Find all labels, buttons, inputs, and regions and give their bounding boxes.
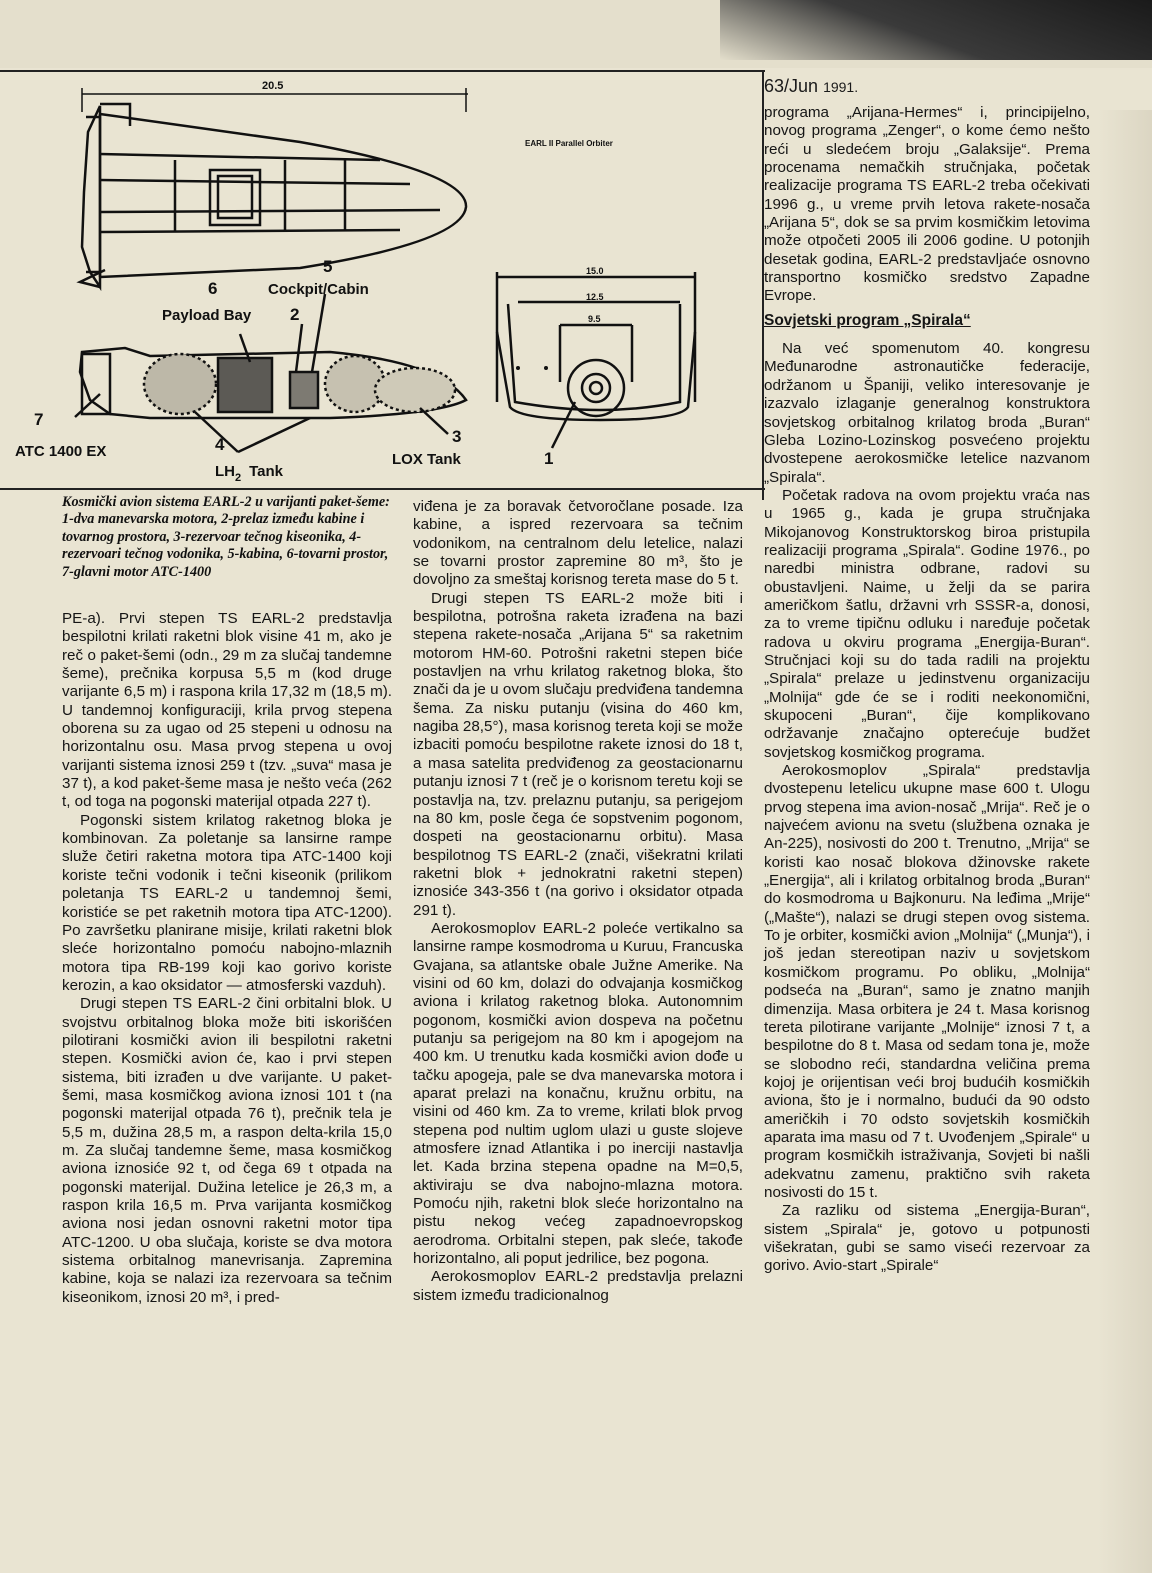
label-lox: LOX Tank [392,451,461,468]
label-cockpit: Cockpit/Cabin [268,281,369,298]
issue-header [764,76,858,97]
page-edge-shadow [1098,110,1152,1573]
orbiter-side-view [75,294,466,452]
orbiter-top-view [80,104,466,287]
label-lh2: $LH_2$ Tank [215,463,284,484]
text-column-2 [413,498,743,1305]
front-view-dot [544,366,548,370]
paragraph: Aerokosmoplov „Spirala“ predstavlja dvostepenu letelicu ukupne mase 600 t. Ulogu prvog stepena ima avion-nosač „Mrija“. Reč je o najvećem avionu na svetu (službena oznaka je An-225), nosivosti do 200 t. Trenutno, „Mrija“ se koristi kao nosač blokova džinovske rakete „Energija“, ali i krilatog orbitalnog broda „Buran“ do kosmodroma u Bajkonuru. Na leđima „Mrije“ („Mašte“), nalazi se drugi stepen ovog sistema. To je orbiter, kosmički avion „Molnija“ („Munja“), i još jedan stereotipan naziv u sovjetskom kosmičkom programu. Po obliku, „Molnija“ podseća na „Buran“, samo je znatno manjih dimenzija. Masa orbitera je 24 t. Masa korisnog tereta pilotirane varijante „Molnije“ iznosi 7 t, a bespilotne do 8 t. Masa od sedam tona je, može se slobodno reći, standardna veličina prema kojoj je orijentisan veći broj budućih kosmičkih aviona, što je i normalno, budući da 90 odsto američkih i 70 odsto sovjetskih kosmičkih aparata ima masu od 7 t. Uvođenjem „Spirale“ u program kosmičkih istraživanja, Sovjeti bi našli adekvatnu zamenu, praktično svih raketa nosivosti do 15 t. [764,762,1090,1201]
label-1: 1 [544,449,554,468]
label-3: 3 [452,427,462,446]
paragraph: PE-a). Prvi stepen TS EARL-2 predstavlja bespilotni krilati raketni blok visine 41 m, ako je reč o paket-šemi (odn., 29 m za slučaj tandemne šeme), prečnika korpusa 5,5 m (kod druge varijante 6,5 m) i raspona krila 17,32 m (18,5 m). U tandemnoj konfiguraciji, krila prvog stepena oborena su za ugao od 25 stepeni u odnosu na horizontalnu osu. Masa prvog stepena u ovoj varijanti sistema iznosi 259 t (tzv. „suva“ masa je 37 t), a kod paket-šeme masa je nešto veća (262 t, od toga na pogonski materijal otpada 227 t). [62,610,392,811]
label-4: 4 [215,435,225,454]
dimension-top [82,80,468,112]
text-column-1 [62,610,392,1307]
orbiter-diagram [0,72,762,488]
label-7: 7 [34,410,44,429]
paragraph: Aerokosmoplov EARL-2 poleće vertikalno sa lansirne rampe kosmodroma u Kuruu, Francuska Gvajana, sa atlantske obale Južne Amerike. Na visini od 60 km, dolazi do odvajanja kosmičkog aviona i krilatog raketnog bloka. Autonomnim pogonom, kosmički avion dospeva na početnu putanju sa perigejom na 80 km i apogejom na 400 km. U trenutku kada kosmički avion dođe u tačku apogeja, pale se dva manevarska motora i aparat prelazi na konačnu, kružnu orbitu, na visini od 460 km. Za to vreme, krilati blok prvog stepena pod nultim uglom ulazi u guste slojeve atmosfere iznad Atlantika i po inerciji nastavlja let. Kada brzina stepena opadne na M=0,5, aktiviraju se dva nabojno-mlazna motora. Pomoću njih, raketni blok sleće horizontalno na pistu nekog većeg zapadnoevropskog aerodroma. Orbitalni stepen, pak sleće, takođe horizontalno, ali poput jedrilice, bez pogona. [413,919,743,1268]
paragraph: Na već spomenutom 40. kongresu Međunarodne astronautičke federacije, održanom u Španiji, veliko interesovanje je izazvalo izlaganje generalnog konstruktora sovjetskog orbitalnog krilatog broda „Buran“ Gleba Lozino-Lozinskog posvećeno projektu dvostepene aerokosmičke letelice nazvanom „Spirala“. [764,340,1090,486]
paragraph: Pogonski sistem krilatog raketnog bloka je kombinovan. Za poletanje sa lansirne rampe služe četiri raketna motora tipa ATC-1400 koji koriste tečni vodonik i tečni kiseonik (prilikom poletanja TS EARL-2 u tandemnoj šemi, koristiće se pet raketnih motora tipa ATC-1200). Po završetku planirane misije, krilati raketni blok sleće horizontalno pomoću nabojno-mlaznih motora tipa RB-199 koji kao gorivo koriste kerozin, a kao oksidator — atmosferski vazduh). [62,811,392,994]
dim-top-label: 20.5 [262,80,284,92]
label-2: 2 [290,305,300,324]
front-view-dot [516,366,520,370]
paragraph: Drugi stepen TS EARL-2 može biti i bespilotna, potrošna raketa izrađena na bazi stepena rakete-nosača „Arijana 5“ sa raketnim motorom HM-60. Potrošni raketni stepen biće postavljen na vrhu krilatog raketnog bloka, što znači da je u ovom slučaju predviđena tandemna šema. Za nisku putanju (visina do 460 km, nagiba 28,5°), masa korisnog tereta koji se može izbaciti pomoću bespilotne rakete iznosi do 18 t, a masa satelita predviđenog za geostacionarnu putanju iznosi 7 t (reč je o korisnom teretu koji se postavlja na, tzv. prelaznu putanju, sa perigejom na 80 km, posle čega će sopstvenim pogonom, dospeti na geostacionarnu orbitu). Masa bespilotnog TS EARL-2 (znači, višekratni krilati raketni blok + jednokratni raketni stepen) iznosiće 343-356 t (na gorivo i oksidator otpada 291 t). [413,589,743,919]
scan-shadow [720,0,1152,60]
dim-12-label: 12.5 [586,292,604,302]
orbiter-caption-label: EARL II Parallel Orbiter [525,139,613,148]
label-payload: Payload Bay [162,307,252,324]
section-heading: Sovjetski program „Spirala“ [764,311,971,329]
label-6: 6 [208,279,218,298]
paragraph: Drugi stepen TS EARL-2 čini orbitalni blok. U svojstvu orbitalnog bloka može biti iskorišćen pilotirani kosmički avion ili bespilotni raketni stepen. Kosmički avion će, kao i prvi stepen sistema, biti izrađen u dve varijante. U paket-šemi, masa kosmičkog aviona iznosi 101 t (na pogonski materijal otpada 76 t), prečnik tela je 5,5 m, dužina 28,5 m, a raspon delta-krila 15,0 m. Za slučaj tandemne šeme, masa kosmičkog aviona iznosiće 92 t, od čega 69 t otpada na pogonski materijal. Dužina letelice je 26,3 m, a raspon krila 16,5 m. Prva varijanta kosmičkog aviona nosi jedan osnovni raketni motor tipa ATC-1200. U oba slučaja, koriste se dva motora sistema orbitalnog manevrisanja. Zapremina kabine, koja se nalazi iza rezervoara sa tečnim kiseonikom, iznosi 20 m³, i pred- [62,995,392,1306]
paragraph: viđena je za boravak četvoročlane posade. Iza kabine, a ispred rezervoara sa tečnim vodonikom, na centralnom delu letelice, nalazi se tovarni prostor zapremine 80 m³, što je dovoljno za smeštaj korisnog tereta mase do 5 t. [413,498,743,589]
paragraph: Za razliku od sistema „Energija-Buran“, sistem „Spirala“ je, gotovo u potpunosti višekratan, gubi se samo viseći rezervoar za gorivo. Avio-start „Spirale“ [764,1202,1090,1275]
paragraph: programa „Arijana-Hermes“ i, principijelno, novog programa „Zenger“, o kome ćemo nešto reći u sledećem broju „Galaksije“. Prema procenama nemačkih stručnjaka, početak realizacije programa TS EARL-2 treba očekivati 1996 g., u vreme prvih letova rakete-nosača „Arijana 5“, dok se sa prvim kosmičkim letovima može otpočeti 2005 ili 2006 godine. U potonjih desetak godina, EARL-2 predstavljaće osnovno transportno kosmičko sredstvo Zapadne Evrope. [764,104,1090,305]
dim-9-label: 9.5 [588,314,601,324]
label-5: 5 [323,257,333,276]
label-atc: ATC 1400 EX [15,443,107,460]
figure-frame-bottom [0,488,765,490]
paragraph: Početak radova na ovom projektu vraća nas u 1965 g., kada je grupa stručnjaka Mikojanovog Konstruktorskog biroa pristupila realizaciji programa „Spirala“. Godine 1976., po naredbi ministra odbrane, radovi su obustavljeni. Naime, u želji da se parira američkom šatlu, državni vrh SSSR-a, donosi, za to vreme tipičnu odluku i naređuje početak radova u okviru programa „Energija-Buran“. Stručnjaci koji su do tada radili na projektu „Spirala“ prelaze u jedinstvenu organizaciju „Molnija“ gde će se i roditi neekonomični, skupoceni „Buran“, čije komplikovano održavanje značajno opterećuje budžet sovjetskog kosmičkog programa. [764,486,1090,761]
text-column-3 [764,104,1090,1276]
dim-15-label: 15.0 [586,266,604,276]
figure-caption: Kosmički avion sistema EARL-2 u varijanti paket-šeme: 1-dva manevarska motora, 2-prelaz između kabine i tovarnog prostora, 3-rezervoar tečnog kiseonika, 4-rezervoari tečnog vodonika, 5-kabina, 6-tovarni prostor, 7-glavni motor ATC-1400 [62,494,390,580]
paragraph: Aerokosmoplov EARL-2 predstavlja prelazni sistem između tradicionalnog [413,1268,743,1304]
issue-number: 63/Jun [764,76,819,96]
issue-year: 1991. [823,79,859,95]
